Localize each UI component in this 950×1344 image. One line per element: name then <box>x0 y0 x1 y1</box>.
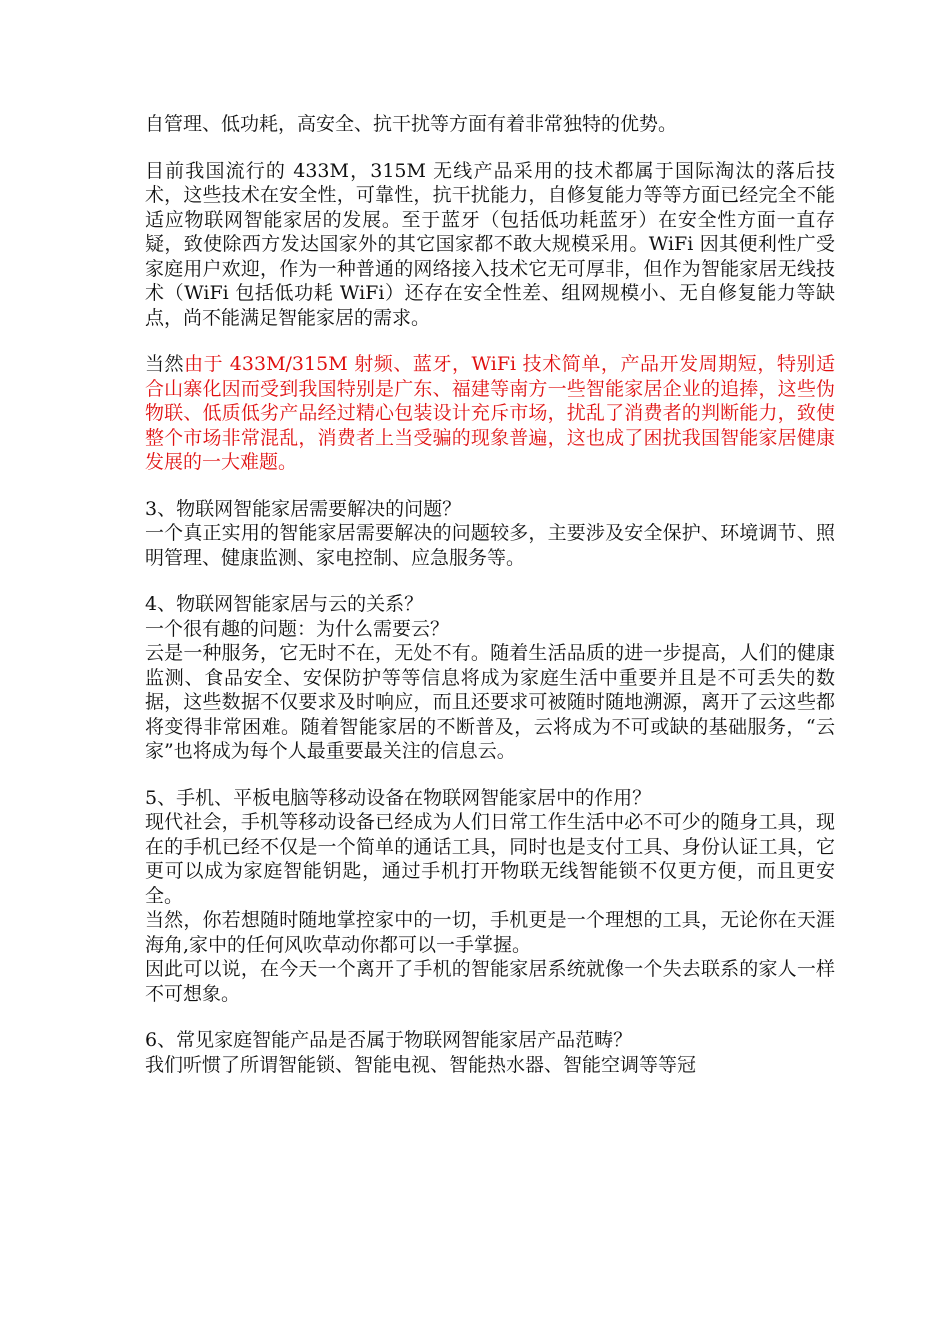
section-4-question: 一个很有趣的问题：为什么需要云？ <box>145 617 450 640</box>
section-5-body-1: 现代社会，手机等移动设备已经成为人们日常工作生活中必不可少的随身工具，现在的手机已经不仅是一个简单的通话工具，同时也是支付工具、身份认证工具，它更可以成为家庭智能钥匙，通过手机打开物联无线智能锁不仅更方便，而且更安全。 <box>145 811 835 907</box>
section-3-body: 一个真正实用的智能家居需要解决的问题较多，主要涉及安全保护、环境调节、照明管理、健康监测、家电控制、应急服务等。 <box>145 522 835 569</box>
section-6-body: 我们听惯了所谓智能锁、智能电视、智能热水器、智能空调等等冠 <box>145 1053 697 1076</box>
section-5-body-3: 因此可以说，在今天一个离开了手机的智能家居系统就像一个失去联系的家人一样不可想象。 <box>145 958 835 1005</box>
paragraph-prefix: 当然 <box>145 353 185 375</box>
section-3-heading: 3、物联网智能家居需要解决的问题？ <box>145 497 462 520</box>
section-6-heading: 6、常见家庭智能产品是否属于物联网智能家居产品范畴？ <box>145 1029 633 1051</box>
section-4-heading: 4、物联网智能家居与云的关系？ <box>145 593 424 615</box>
highlighted-text: 由于 433M/315M 射频、蓝牙，WiFi 技术简单，产品开发周期短，特别适合山寨化因而受到我国特别是广东、福建等南方一些智能家居企业的追捧，这些伪物联、低质低劣产品经过精心包装设计充斥市场，扰乱了消费者的判断能力，致使整个市场非常混乱，消费者上当受骗的现象普遍，这也成了困扰我国智能家居健康发展的一大难题。 <box>145 353 835 473</box>
paragraph-wireless-tech: 目前我国流行的 433M，315M 无线产品采用的技术都属于国际淘汰的落后技术，这些技术在安全性，可靠性，抗干扰能力，自修复能力等等方面已经完全不能适应物联网智能家居的发展。至于蓝牙（包括低功耗蓝牙）在安全性方面一直存疑，致使除西方发达国家外的其它国家都不敢大规模采用。WiFi 因其便利性广受家庭用户欢迎，作为一种普通的网络接入技术它无可厚非，但作为智能家居无线技术（WiFi 包括低功耗 WiFi）还存在安全性差、组网规模小、无自修复能力等缺点，尚不能满足智能家居的需求。 <box>145 159 835 329</box>
section-4-body: 云是一种服务，它无时不在，无处不有。随着生活品质的进一步提高，人们的健康监测、食品安全、安保防护等等信息将成为家庭生活中重要并且是不可丢失的数据，这些数据不仅要求及时响应，而且还要求可被随时随地溯源，离开了云这些都将变得非常困难。随着智能家居的不断普及，云将成为不可或缺的基础服务，“云家”也将成为每个人最重要最关注的信息云。 <box>145 642 835 762</box>
paragraph-advantages: 自管理、低功耗，高安全、抗干扰等方面有着非常独特的优势。 <box>145 113 678 135</box>
paragraph-market-problem <box>145 352 835 475</box>
section-5-body-2: 当然，你若想随时随地掌控家中的一切，手机更是一个理想的工具，无论你在天涯海角,家中的任何风吹草动你都可以一手掌握。 <box>145 909 835 956</box>
section-5-heading: 5、手机、平板电脑等移动设备在物联网智能家居中的作用？ <box>145 786 652 809</box>
document-page <box>145 112 835 1077</box>
